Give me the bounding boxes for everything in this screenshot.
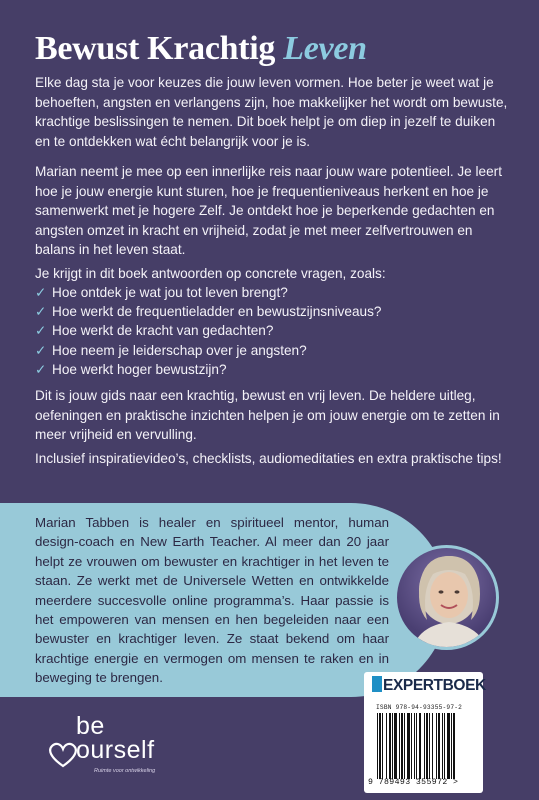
publisher-name: EXPERTBOEK xyxy=(383,677,486,694)
barcode-icon xyxy=(376,713,474,779)
author-bio: Marian Tabben is healer en spiritueel mentor, human design-coach en New Earth Teacher. Al meer dan 20 jaar helpt ze vrouwen om bewuster en krachtiger in het leven te staan. Ze werkt met de Universele Wetten en ontwikkelde meerdere succesvolle online programma’s. Haar passie is het empoweren van mensen en hen begeleiden naar een bewuster en krachtiger leven. Ze staat bekend om haar krachtige energie en vermogen om mensen te raken en in beweging te brengen. xyxy=(35,515,389,686)
questions-checklist xyxy=(35,283,511,379)
checklist-item-text: Hoe ontdek je wat jou tot leven brengt? xyxy=(52,285,288,300)
isbn-label: ISBN 978-94-93355-97-2 xyxy=(376,704,463,711)
checklist-item xyxy=(35,321,511,340)
checklist-item xyxy=(35,341,511,360)
blurb-paragraph-4: Inclusief inspiratievideo’s, checklists, audiomeditaties en extra praktische tips! xyxy=(35,451,502,466)
heart-icon xyxy=(48,742,78,768)
checklist-item xyxy=(35,283,511,302)
blurb-paragraph-1: Elke dag sta je voor keuzes die jouw leven vormen. Hoe beter je weet wat je behoeften, angsten en verlangens zijn, hoe makkelijker het wordt om bewuste, krachtige beslissingen te nemen. Dit boek helpt je om diep in jezelf te duiken en te ontdekken wat écht belangrijk voor je is. xyxy=(35,75,508,149)
publisher-imprint-logo xyxy=(48,712,188,782)
checkmark-icon: ✓ xyxy=(35,323,47,339)
checklist-item-text: Hoe neem je leiderschap over je angsten? xyxy=(52,342,307,358)
logo-line-1: be xyxy=(76,712,105,740)
checklist-item-text: Hoe werkt hoger bewustzijn? xyxy=(52,361,227,377)
blurb-paragraph-2: Marian neemt je mee op een innerlijke reis naar jouw ware potentieel. Je leert hoe je jouw energie kunt sturen, hoe je frequentieniveaus herkent en hoe je samenwerkt met je hogere Zelf. Je ontdekt hoe je beperkende gedachten en angsten omzet in kracht en vrijheid, zodat je met meer zelfvertrouwen en balans in het leven staat. xyxy=(35,164,502,258)
checkmark-icon: ✓ xyxy=(35,285,47,300)
author-portrait-icon xyxy=(397,548,499,650)
questions-intro: Je krijgt in dit boek antwoorden op concrete vragen, zoals: xyxy=(35,266,386,281)
checklist-item xyxy=(35,360,511,379)
publisher-mark-icon xyxy=(372,676,382,692)
logo-line-2: ourself xyxy=(76,736,155,764)
checklist-item-text: Hoe werkt de frequentieladder en bewustzijnsniveaus? xyxy=(52,304,382,320)
checklist-item-text: Hoe werkt de kracht van gedachten? xyxy=(52,323,274,339)
author-photo xyxy=(394,545,499,650)
checkmark-icon: ✓ xyxy=(35,342,47,358)
logo-tagline: Ruimte voor ontwikkeling xyxy=(94,768,156,774)
blurb-paragraph-3: Dit is jouw gids naar een krachtig, bewust en vrij leven. De heldere uitleg, oefeningen en praktische inzichten helpen je om jouw energie om te zetten in meer vrijheid en vervulling. xyxy=(35,388,500,443)
checklist-item xyxy=(35,302,511,321)
title-accent: Leven xyxy=(283,30,367,67)
title-main: Bewust Krachtig xyxy=(35,30,276,67)
barcode-panel xyxy=(364,672,486,793)
barcode-digits: 9 789493 355972 > xyxy=(368,778,459,787)
checkmark-icon: ✓ xyxy=(35,361,47,377)
publisher-logo xyxy=(372,676,486,702)
book-title xyxy=(35,30,367,68)
checkmark-icon: ✓ xyxy=(35,304,47,320)
